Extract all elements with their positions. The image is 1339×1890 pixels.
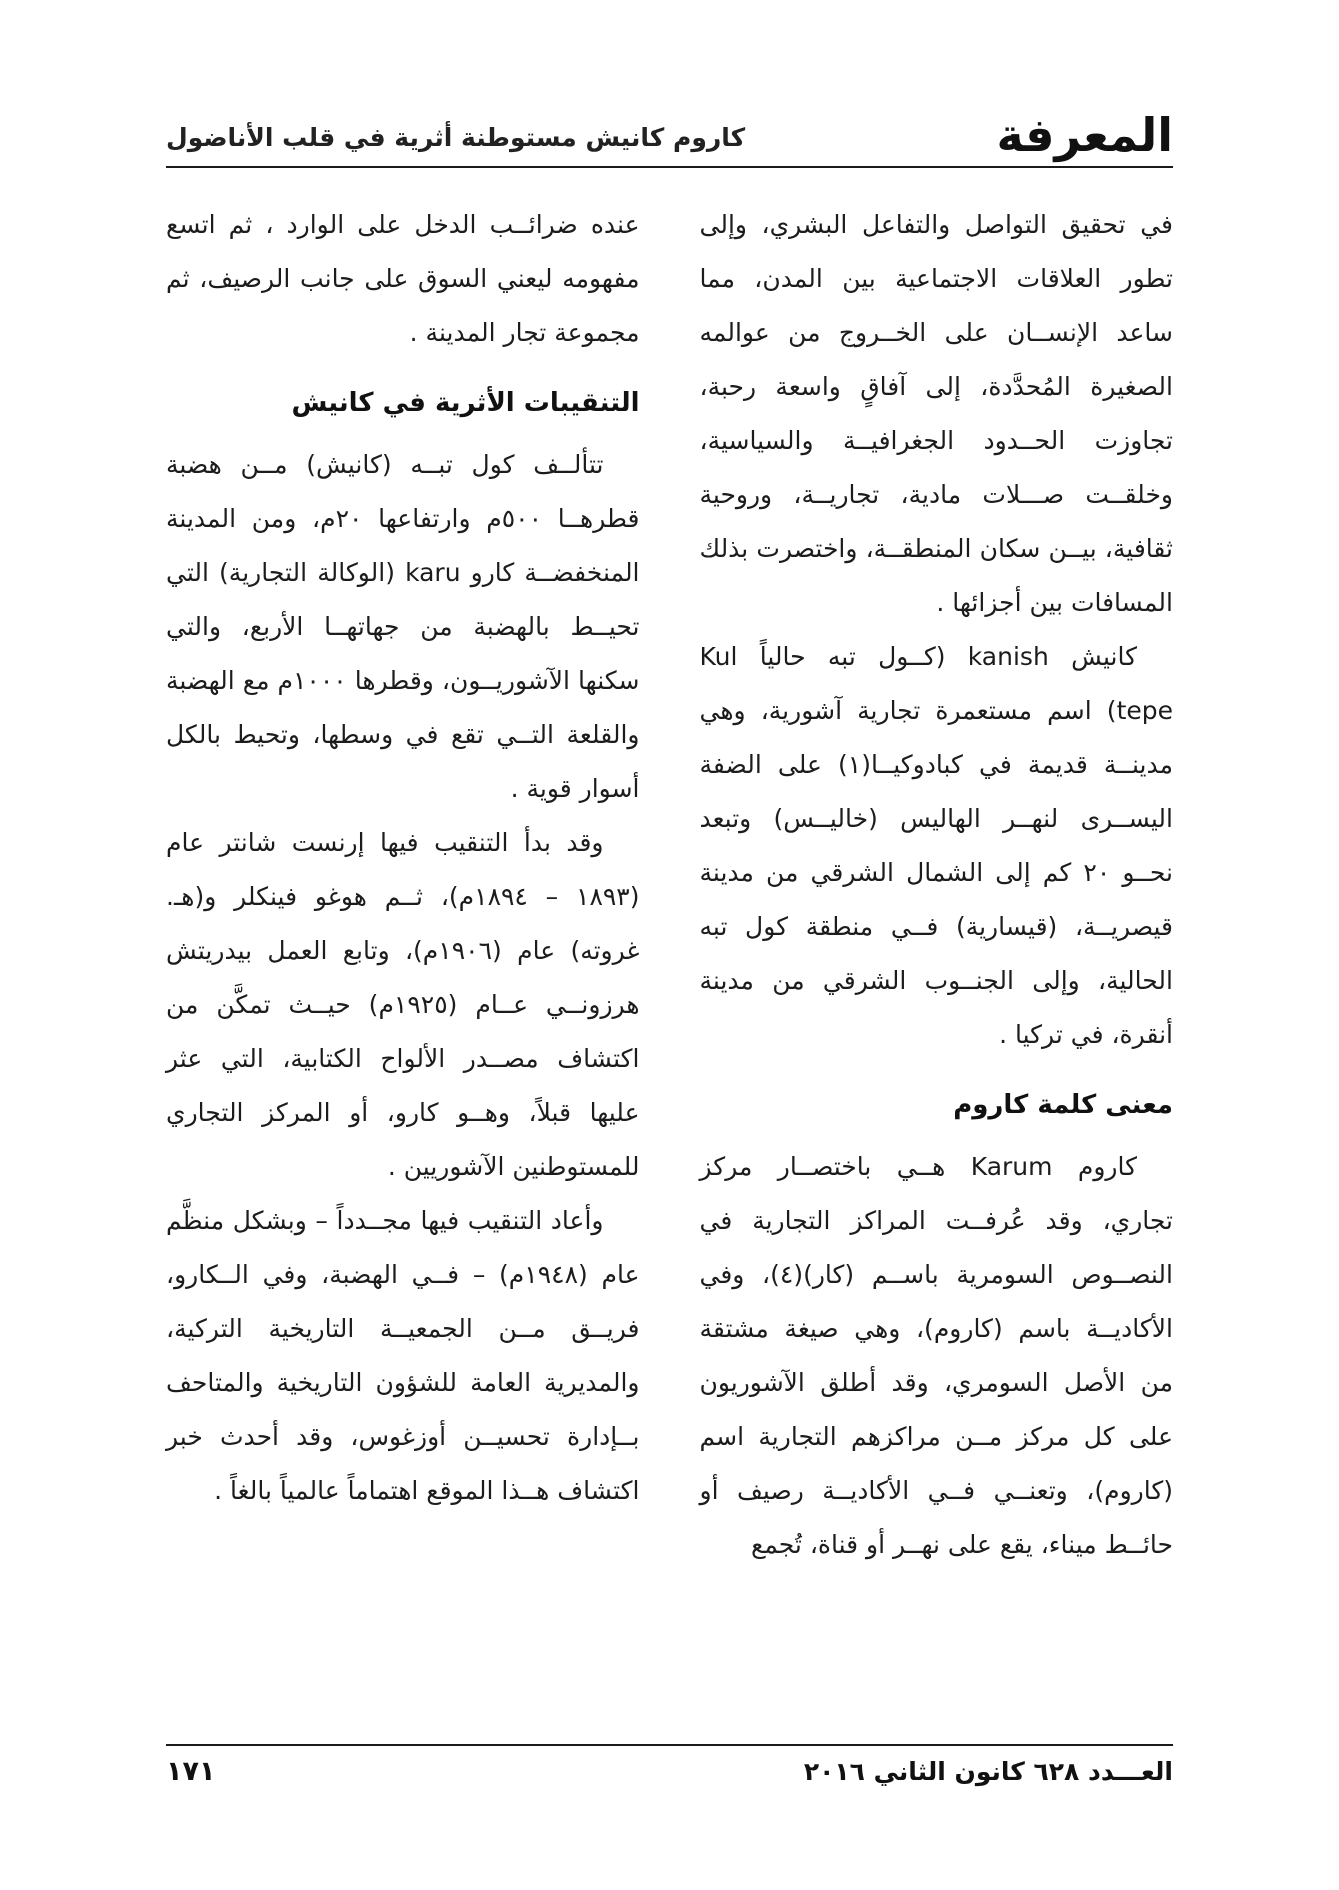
paragraph: وقد بدأ التنقيب فيها إرنست شانتر عام (١٨٩٣ – ١٨٩٤م)، ثــم هوغو فينكلر و(هـ. غروته) عام (١٩٠٦م)، وتابع العمل بيدريتش هرزونــي عــام (١٩٢٥م) حيــث تمكَّن من اكتشاف مصــدر الألواح الكتابية، التي عثر عليها قبلاً، وهــو كارو، أو المركز التجاري للمستوطنين الآشوريين . <box>166 828 640 1181</box>
column-left <box>166 198 640 1572</box>
paragraph: عنده ضرائــب الدخل على الوارد ، ثم اتسع مفهومه ليعني السوق على جانب الرصيف، ثم مجموعة تجار المدينة . <box>166 210 640 347</box>
article-body <box>166 198 1173 1572</box>
footer-divider <box>166 1744 1173 1746</box>
paragraph: وأعاد التنقيب فيها مجــدداً – وبشكل منظَّم عام (١٩٤٨م) – فــي الهضبة، وفي الــكارو، فريــق مــن الجمعيــة التاريخية التركية، والمديرية العامة للشؤون التاريخية والمتاحف بــإدارة تحسيــن أوزغوس، وقد أحدث خبر اكتشاف هــذا الموقع اهتماماً عالمياً بالغاً . <box>166 1206 640 1505</box>
paragraph: كاروم Karum هــي باختصــار مركز تجاري، وقد عُرفــت المراكز التجارية في النصــوص السومرية باســم (كار)(٤)، وفي الأكاديــة باسم (كاروم)، وهي صيغة مشتقة من الأصل السومري، وقد أطلق الآشوريون على كل مركز مــن مراكزهم التجارية اسم (كاروم)، وتعنــي فــي الأكاديــة رصيف أو حائــط ميناء، يقع على نهــر أو قناة، تُجمع <box>699 1152 1173 1559</box>
magazine-logo <box>996 108 1173 162</box>
header-divider <box>166 166 1173 168</box>
column-right <box>700 198 1174 1572</box>
magazine-logo-text: المعرفة <box>996 108 1173 162</box>
section-heading-excavations: التنقيبات الأثرية في كانيش <box>291 388 640 418</box>
paragraph: تتألــف كول تبــه (كانيش) مــن هضبة قطرهــا ٥٠٠م وارتفاعها ٢٠م، ومن المدينة المنخفضــة كارو karu (الوكالة التجارية) التي تحيــط بالهضبة من جهاتهــا الأربع، والتي سكنها الآشوريــون، وقطرها ١٠٠٠م مع الهضبة والقلعة التــي تقع في وسطها، وتحيط بالكل أسوار قوية . <box>166 450 640 803</box>
page-footer <box>166 1744 1173 1787</box>
paragraph: كانيش kanish (كــول تبه حالياً Kul tepe) اسم مستعمرة تجارية آشورية، وهي مدينــة قديمة في كبادوكيــا(١) على الضفة اليســرى لنهــر الهاليس (خاليــس) وتبعد نحــو ٢٠ كم إلى الشمال الشرقي من مدينة قيصريــة، (قيسارية) فــي منطقة كول تبه الحالية، وإلى الجنــوب الشرقي من مدينة أنقرة، في تركيا . <box>699 642 1174 1049</box>
footer-row <box>166 1756 1173 1787</box>
paragraph: في تحقيق التواصل والتفاعل البشري، وإلى تطور العلاقات الاجتماعية بين المدن، مما ساعد الإنســان على الخــروج من عوالمه الصغيرة المُحدَّدة، إلى آفاقٍ واسعة رحبة، تجاوزت الحــدود الجغرافيــة والسياسية، وخلقــت صـــلات مادية، تجاريــة، وروحية ثقافية، بيــن سكان المنطقــة، واختصرت بذلك المسافات بين أجزائها . <box>699 210 1173 617</box>
running-head-title: كاروم كانيش مستوطنة أثرية في قلب الأناضول <box>166 123 746 152</box>
section-heading-karum-meaning: معنى كلمة كاروم <box>953 1090 1173 1120</box>
issue-info: العـــدد ٦٢٨ كانون الثاني ٢٠١٦ <box>803 1757 1173 1786</box>
page-header <box>166 108 1173 162</box>
page-number: ١٧١ <box>166 1756 216 1787</box>
